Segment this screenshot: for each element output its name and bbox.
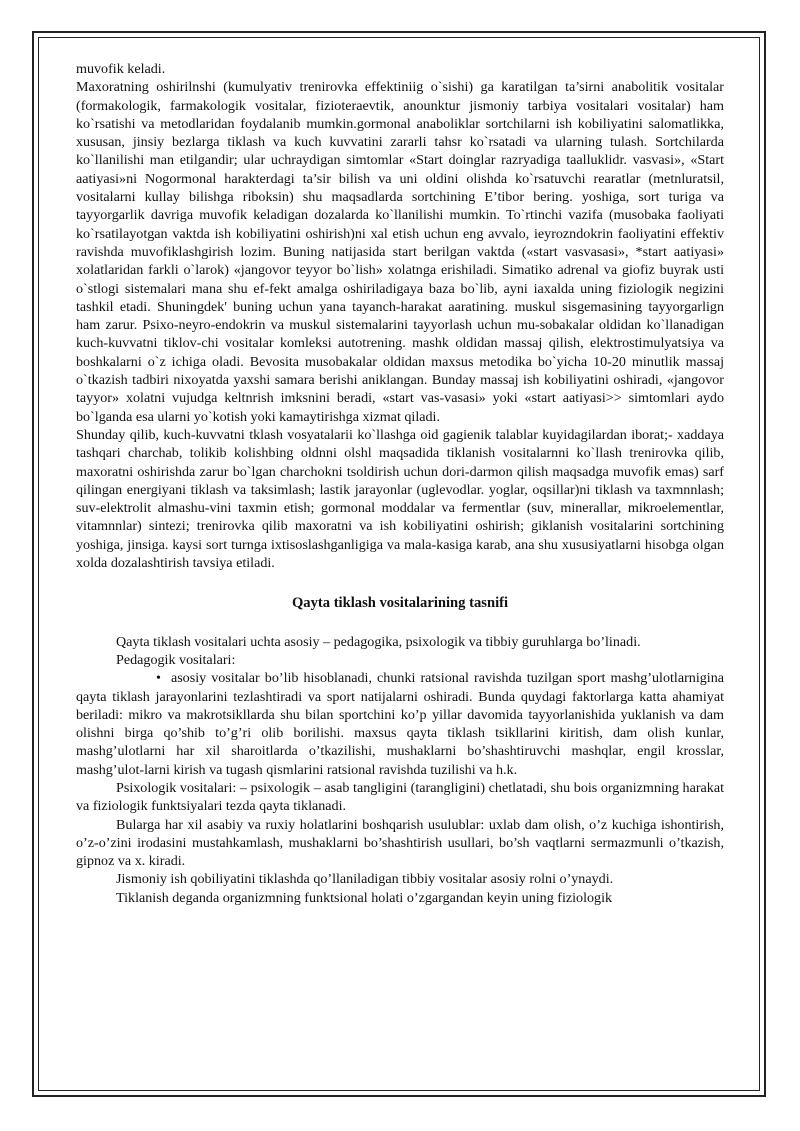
paragraph-intro: Qayta tiklash vositalari uchta asosiy – pedagogika, psixologik va tibbiy guruhlarga bo’linadi. <box>116 633 641 650</box>
paragraph-pedagogic-label: Pedagogik vositalari: <box>116 651 236 668</box>
paragraph-continuation: muvofik keladi. <box>76 61 166 77</box>
bullet-mark: • <box>156 670 161 687</box>
paragraph-recovery: Tiklanish deganda organizmning funktsional holati o’zgargandan keyin uning fiziologik <box>116 889 613 906</box>
bullet-text: asosiy vositalar bo’lib hisoblanadi, chunki ratsional ravishda tuzilgan sport mashg’ulotlarnigina qayta tiklash jarayonlarini tezlashtiradi va sport natijalarni oshiradi. Bunda quydagi faktorlarga katta ahamiyat beriladi: mikro va makrotsikllarda shu bilan sportchini ko’p yillar davomida tayyorlanishida yuklanish va dam olishni birga qo’shib to’g’ri olib borilishi. maxsus qayta tiklash tsikllarini kiritish, dam olish kunlar, mashg’ulotlarni har xil sharoitlarda o’tkazilishi, mushaklarni bo’shashtiruvchi mashqlar, engil krosslar, mashg’ulot-larni kirish va tugash qismlarini ratsional ravishda tuzilishi va h.k. <box>76 670 724 778</box>
bullet-item <box>76 669 724 779</box>
paragraph-hygiene-requirements: Shunday qilib, kuch-kuvvatni tklash vosyatalarii ko`llashga oid gagienik talablar kuyidagilardan iborat;- xaddaya tashqari charchab, tolikib kolishbing oldnni olshl maqsadida tiklanish vositalarnni ko`llash trenirovka qilib, maxoratni oshirishda zarur bo`lgan charchokni tsoldirish uchun dori-darmon qilish maqsadga muvofik emas) sarf qilingan energiyani tiklash va taksimlash; lastik jarayonlar (uglevodlar. yoglar, oqsillar)ni tiklash va taxmnnlash; suv-elektrolit almashu-vini taxmin etish; gormonal moddalar va fermentlar (suv, minerallar, mikroelementlar, vitamnnlar) sintezi; trenirovka qilib maxoratni va ish kobiliyatini oshirish; giklanish vositalarini sortchining yoshiga, jinsiga. kaysi sort turnga ixtisoslashganligiga va mala-kasiga karab, ana shu xususiyatlarni hisobga olgan xolda dozalashtirish tavsiya etiladi. <box>76 426 724 572</box>
paragraph-psychological: Psixologik vositalari: – psixologik – asab tangligini (tarangligini) chetlatadi, shu bois organizmning harakat va fiziologik funktsiyalari tezda qayta tiklanadi. <box>76 779 724 815</box>
paragraph-medical: Jismoniy ish qobiliyatini tiklashda qo’llaniladigan tibbiy vositalar asosiy rolni o’ynaydi. <box>116 871 614 888</box>
paragraph-psychological-methods: Bularga har xil asabiy va ruxiy holatlarini boshqarish usulublar: uxlab dam olish, o’z kuchiga ishontirish, o’z-o’zini irodasini mustahkamlash, mushaklarni bo’shashtirish usullari, bo’sh vaqtlarni sermazmunli o’tkazish, gipnoz va x. kiradi. <box>76 816 724 870</box>
document-body <box>76 60 724 907</box>
paragraph-maxorat: Maxoratning oshirilnshi (kumulyativ trenirovka effektiniig o`sishi) ga karatilgan ta’sirni anabolitik vositalar (formakologik, farmakologik vositalar, fizioteraevtik, anounktur jismoniy tarbiya vositalari vositalar) ham ko`rsatishi va metodlaridan foydalanib mumkin.gormonal anaboliklar sortchilarni ish kobiliyatini salomatlikka, xususan, jinsiy bezlarga tiklash va kuch kuvvatini zararli tahsr ko`rsatadi va ularning tulash. Sortchilarda ko`llanilishi man etilgandir; ular uchraydigan simtomlar «Start doinglar razryadiga taalluklidr. vasvasi», «Start aatiyasi»ni Nogormonal harakterdagi ta’sir bilish va uni oldini olishda ko`rsatuvchi rearatlar (metnluratsil, vositalarni kullay bilishga riboksin) shu maqsadlarda sortchining E’tibor bering. yoshiga, sort turiga va tayyorgarlik davriga muvofik keladigan dozalarda ko`llanilishi mumkin. To`rtinchi vazifa (musobaka faoliyati ko`rsatilayotgan vaktda ish kobiliyatini oshirish)ni xal etish uchun eng avvalo, ieyrozndokrin faoliyatini effektiv ravishda muvofiklashgirish lozim. Buning natijasida start berilgan vaktda («start vasvasasi», *start aatiyasi» xolatlaridan farkli o`larok) «jangovor teyyor bo`lish» xolatnga erishiladi. Simatiko adrenal va giofiz buyrak usti o`stlogi sistemalari mana shu ef-fekt amalga oshiriladigaya baza bo`lib, ayni iaxalda uning fiziologik negizini tashkil etadi. Shuningdek' buning uchun yana tayanch-harakat aaratining. muskul sisgemasining tayyorgarlign ham zarur. Psixo-neyro-endokrin va muskul sistemalarini tayyorlash uchun mu-sobakalar oldidan ko`llanadigan kuch-kuvvatni tiklov-chi vositalar komleksi autotrening. mashk oldidan massaj qilish, elektrostimulyatsiya va boshkalarni o`z ichiga oladi. Bevosita musobakalar oldidan maxsus metodika bo`yicha 10-20 minutlik massaj o`tkazish tadbiri nixoyatda yaxshi samara berishi aniklangan. Bunday massaj ish kobiliyatini oshiradi, «jangovor tayyor» xolatni vujudga keltnrish imksnini beradi, «start vas-vasasi» yoki «start aatiyasi>> simtomlari aydo bo`lganda esa ularni yo`kotish yoki kamaytirishga xizmat qiladi. <box>76 79 724 425</box>
section-heading: Qayta tiklash vositalarining tasnifi <box>291 595 509 612</box>
